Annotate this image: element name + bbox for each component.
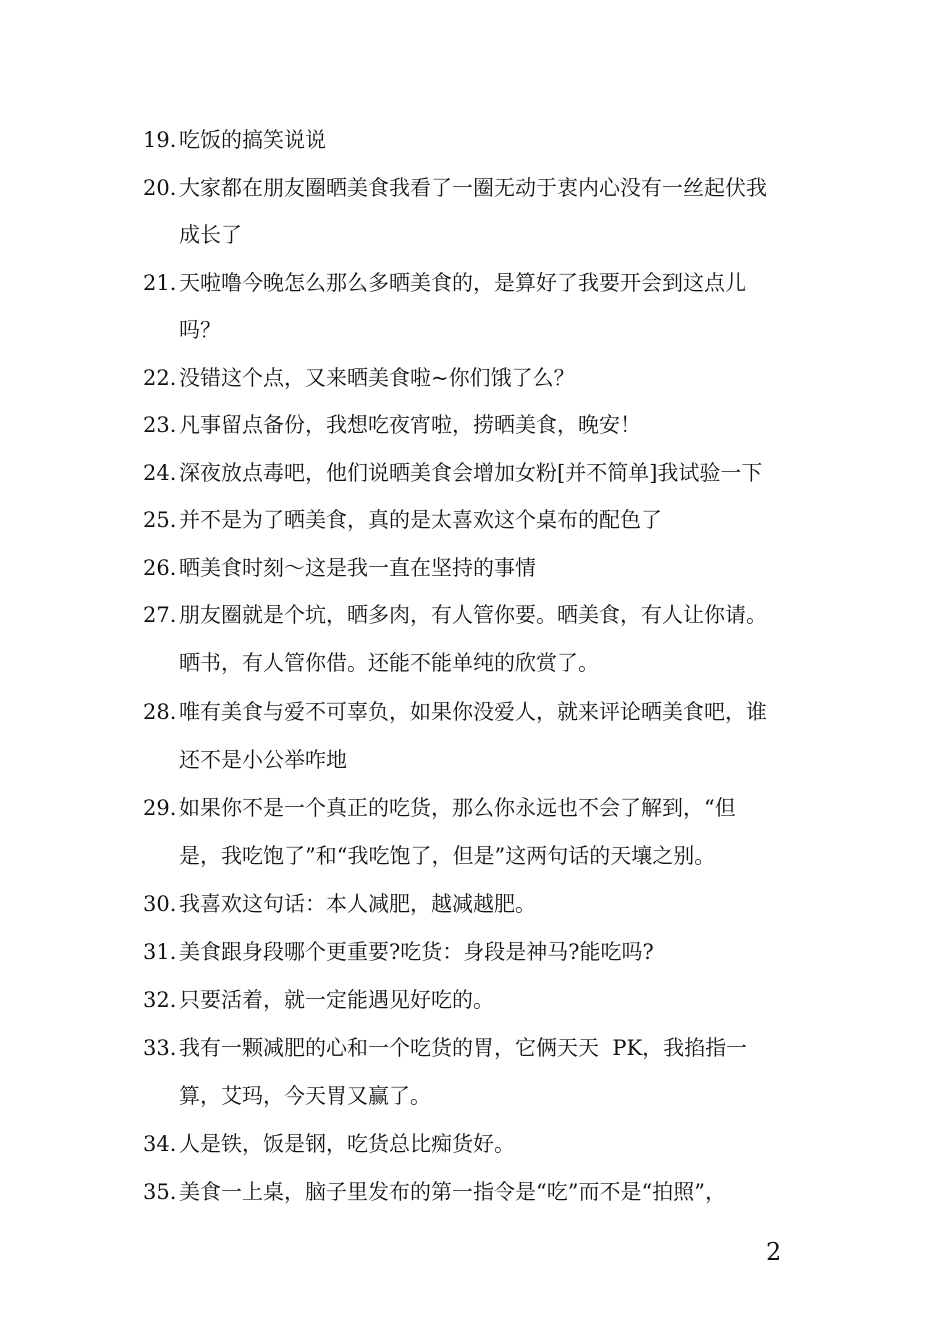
item-text: 如果你不是一个真正的吃货，那么你永远也不会了解到，“但 xyxy=(179,796,736,820)
item-text: 我喜欢这句话：本人减肥，越减越肥。 xyxy=(179,892,536,916)
item-text-continuation: 吗？ xyxy=(179,318,221,342)
item-text-continuation: 晒书，有人管你借。还能不能单纯的欣赏了。 xyxy=(179,650,599,675)
item-text: 只要活着，就一定能遇见好吃的。 xyxy=(179,988,494,1012)
item-number: 23. xyxy=(143,413,177,437)
item-text: 凡事留点备份，我想吃夜宵啦，捞晒美食，晚安！ xyxy=(179,413,641,437)
list-item-22 xyxy=(143,355,813,403)
list-item-line xyxy=(143,165,813,213)
item-text-continuation: 还不是小公举咋地 xyxy=(179,747,347,772)
item-text: 天啦噜今晚怎么那么多晒美食的，是算好了我要开会到这点儿 xyxy=(179,270,746,295)
item-number: 33. xyxy=(143,1036,177,1060)
item-number: 34. xyxy=(143,1132,177,1156)
list-item-line xyxy=(143,881,813,929)
item-text: 大家都在朋友圈晒美食我看了一圈无动于衷内心没有一丝起伏我 xyxy=(179,175,767,200)
list-item-30 xyxy=(143,881,813,929)
item-text: 美食跟身段哪个更重要?吃货：身段是神马?能吃吗? xyxy=(179,940,654,964)
list-item-line xyxy=(143,402,813,450)
list-item-line xyxy=(143,1169,813,1217)
item-text-continuation: 是，我吃饱了”和“我吃饱了，但是”这两句话的天壤之别。 xyxy=(179,843,716,868)
item-number: 28. xyxy=(143,700,177,724)
item-text-continuation: 成长了 xyxy=(179,223,242,247)
list-item-29 xyxy=(143,785,813,880)
list-item-20 xyxy=(143,165,813,260)
list-item-line xyxy=(143,117,813,165)
item-number: 25. xyxy=(143,508,177,532)
item-text: 没错这个点，又来晒美食啦~你们饿了么？ xyxy=(179,365,575,390)
list-item-line xyxy=(143,260,813,308)
list-item-line xyxy=(143,545,813,593)
item-text: 唯有美食与爱不可辜负，如果你没爱人，就来评论晒美食吧，谁 xyxy=(179,700,767,724)
item-number: 30. xyxy=(143,892,177,916)
list-item-line xyxy=(143,450,813,498)
list-item-33 xyxy=(143,1025,813,1120)
item-number: 29. xyxy=(143,796,177,820)
item-number: 20. xyxy=(143,175,177,200)
list-item-23 xyxy=(143,402,813,450)
list-item-35 xyxy=(143,1169,813,1217)
item-text: 美食一上桌，脑子里发布的第一指令是“吃”而不是“拍照”， xyxy=(179,1180,726,1204)
item-number: 24. xyxy=(143,460,177,485)
item-text: 人是铁，饭是钢，吃货总比痴货好。 xyxy=(179,1132,515,1156)
list-item-line xyxy=(143,1025,813,1073)
item-text: 朋友圈就是个坑，晒多肉，有人管你要。晒美食，有人让你请。 xyxy=(179,603,767,627)
item-number: 21. xyxy=(143,270,177,295)
list-item-line xyxy=(143,977,813,1025)
list-item-19 xyxy=(143,117,813,165)
list-item-28 xyxy=(143,689,813,784)
list-item-32 xyxy=(143,977,813,1025)
list-item-26 xyxy=(143,545,813,593)
item-number: 26. xyxy=(143,555,177,580)
item-text: 我有一颗减肥的心和一个吃货的胃，它俩天天 PK，我掐指一 xyxy=(179,1036,748,1060)
list-item-27 xyxy=(143,592,813,687)
item-text: 并不是为了晒美食，真的是太喜欢这个桌布的配色了 xyxy=(179,508,662,532)
list-item-line xyxy=(143,929,813,977)
list-item-line xyxy=(143,689,813,737)
list-item-line xyxy=(143,355,813,403)
item-text: 晒美食时刻～这是我一直在坚持的事情 xyxy=(179,555,536,580)
item-text: 深夜放点毒吧，他们说晒美食会增加女粉[并不简单]我试验一下 xyxy=(179,460,763,485)
item-number: 32. xyxy=(143,988,177,1012)
item-text: 吃饭的搞笑说说 xyxy=(179,128,326,152)
list-item-24 xyxy=(143,450,813,498)
list-item-line xyxy=(143,785,813,833)
list-item-line xyxy=(143,497,813,545)
item-number: 35. xyxy=(143,1180,177,1204)
item-number: 27. xyxy=(143,603,177,627)
page-number: 2 xyxy=(766,1238,782,1266)
list-item-34 xyxy=(143,1121,813,1169)
item-number: 19. xyxy=(143,128,177,152)
item-text-continuation: 算，艾玛，今天胃又赢了。 xyxy=(179,1083,431,1108)
list-item-21 xyxy=(143,260,813,355)
list-item-line xyxy=(143,1121,813,1169)
list-item-25 xyxy=(143,497,813,545)
item-number: 22. xyxy=(143,365,177,390)
list-item-31 xyxy=(143,929,813,977)
list-item-line xyxy=(143,592,813,640)
item-number: 31. xyxy=(143,940,177,964)
